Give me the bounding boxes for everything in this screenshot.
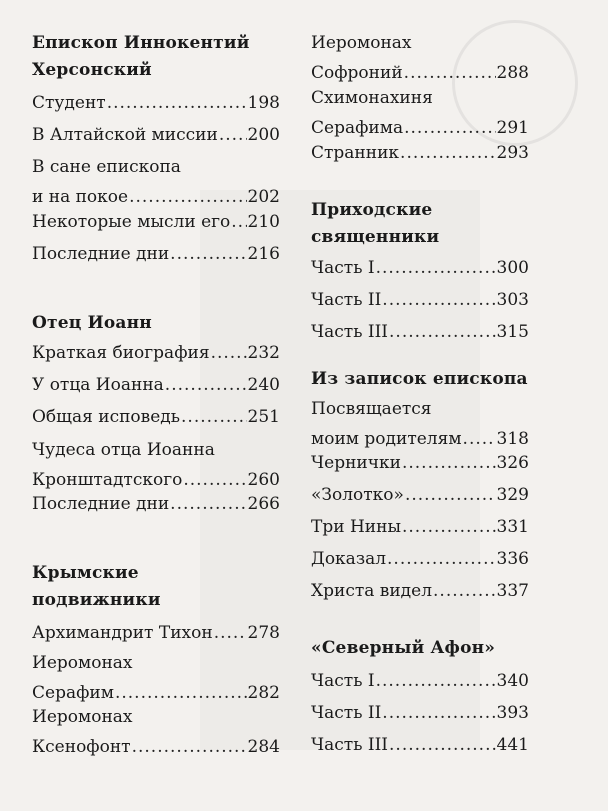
- entry-title: Чудеса отца Иоанна: [32, 440, 215, 460]
- leader-dots: [115, 680, 247, 707]
- toc-entry[interactable]: [32, 650, 280, 710]
- toc-entry[interactable]: [311, 319, 529, 349]
- leader-dots: [376, 668, 496, 695]
- page-number: 284: [247, 737, 280, 757]
- leader-dots: [231, 209, 246, 236]
- toc-entry[interactable]: [32, 90, 280, 120]
- section-title: Крымские: [32, 563, 139, 583]
- entry-title: Кронштадтского: [32, 470, 183, 490]
- entry-title: В сане епископа: [32, 157, 181, 177]
- entry-title: Серафима: [311, 118, 404, 138]
- toc-entry[interactable]: [311, 140, 529, 170]
- entry-title: Часть I: [311, 258, 375, 278]
- toc-entry[interactable]: [32, 154, 280, 214]
- entry-title: Последние дни: [32, 494, 170, 514]
- section-title: священники: [311, 227, 440, 247]
- entry-title: Часть II: [311, 290, 382, 310]
- section-title: Из записок епископа: [311, 369, 528, 389]
- leader-dots: [132, 734, 247, 761]
- entry-title: Серафим: [32, 683, 114, 703]
- toc-entry[interactable]: [32, 404, 280, 434]
- page-number: 260: [247, 470, 280, 490]
- leader-dots: [389, 319, 496, 346]
- leader-dots: [400, 140, 496, 167]
- entry-title: Архимандрит Тихон: [32, 623, 213, 643]
- entry-title: Три Нины: [311, 517, 401, 537]
- section-title: Приходские: [311, 200, 433, 220]
- entry-title: Часть III: [311, 322, 389, 342]
- leader-dots: [170, 491, 246, 518]
- page-number: 288: [496, 63, 529, 83]
- entry-title: Ксенофонт: [32, 737, 131, 757]
- toc-entry[interactable]: [311, 450, 529, 480]
- section-title: Епископ Иннокентий: [32, 33, 250, 53]
- page-number: 266: [247, 494, 280, 514]
- toc-entry[interactable]: [311, 396, 529, 456]
- toc-entry[interactable]: [311, 546, 529, 576]
- leader-dots: [376, 255, 496, 282]
- page-number: 240: [247, 375, 280, 395]
- leader-dots: [402, 450, 496, 477]
- leader-dots: [404, 60, 496, 87]
- page-number: 282: [247, 683, 280, 703]
- leader-dots: [170, 241, 246, 268]
- leader-dots: [404, 115, 495, 142]
- leader-dots: [219, 122, 247, 149]
- page-number: 303: [496, 290, 529, 310]
- toc-entry[interactable]: [32, 122, 280, 152]
- entry-title: Софроний: [311, 63, 403, 83]
- toc-entry[interactable]: [32, 491, 280, 521]
- entry-title: Часть III: [311, 735, 389, 755]
- entry-title: Часть I: [311, 671, 375, 691]
- page-number: 331: [496, 517, 529, 537]
- entry-title: Общая исповедь: [32, 407, 181, 427]
- leader-dots: [382, 700, 495, 727]
- entry-title: Последние дни: [32, 244, 170, 264]
- page-number: 337: [496, 581, 529, 601]
- toc-entry[interactable]: [32, 241, 280, 271]
- entry-title: «Золотко»: [311, 485, 404, 505]
- toc-entry[interactable]: [311, 732, 529, 762]
- entry-title: Иеромонах: [32, 707, 133, 727]
- entry-title: Иеромонах: [32, 653, 133, 673]
- leader-dots: [165, 372, 247, 399]
- toc-entry[interactable]: [32, 704, 280, 764]
- page-number: 232: [247, 343, 280, 363]
- page-number: 300: [496, 258, 529, 278]
- toc-entry[interactable]: [32, 340, 280, 370]
- leader-dots: [183, 467, 246, 494]
- page-number: 393: [496, 703, 529, 723]
- page-number: 200: [247, 125, 280, 145]
- toc-entry[interactable]: [32, 620, 280, 650]
- entry-title: Доказал: [311, 549, 387, 569]
- entry-title: Посвящается: [311, 399, 432, 419]
- section-title: Херсонский: [32, 60, 152, 80]
- page-number: 326: [496, 453, 529, 473]
- toc-entry[interactable]: [311, 700, 529, 730]
- page-number: 251: [247, 407, 280, 427]
- toc-entry[interactable]: [311, 668, 529, 698]
- page-number: 216: [247, 244, 280, 264]
- page-number: 315: [496, 322, 529, 342]
- leader-dots: [463, 426, 496, 453]
- entry-title: моим родителям: [311, 429, 462, 449]
- page-number: 278: [247, 623, 280, 643]
- entry-title: Чернички: [311, 453, 401, 473]
- toc-entry[interactable]: [32, 209, 280, 239]
- entry-title: и на покое: [32, 187, 129, 207]
- toc-entry[interactable]: [311, 482, 529, 512]
- toc-entry[interactable]: [311, 287, 529, 317]
- toc-entry[interactable]: [311, 30, 529, 90]
- toc-entry[interactable]: [311, 514, 529, 544]
- leader-dots: [211, 340, 247, 367]
- section-title: Отец Иоанн: [32, 313, 152, 333]
- toc-entry[interactable]: [32, 437, 280, 497]
- entry-title: Схимонахиня: [311, 88, 433, 108]
- toc-entry[interactable]: [311, 85, 529, 145]
- section-title: подвижники: [32, 590, 161, 610]
- page-number: 202: [247, 187, 280, 207]
- page-number: 329: [496, 485, 529, 505]
- toc-entry[interactable]: [311, 578, 529, 608]
- leader-dots: [107, 90, 247, 117]
- leader-dots: [382, 287, 495, 314]
- entry-title: Странник: [311, 143, 400, 163]
- page-number: 340: [496, 671, 529, 691]
- entry-title: Студент: [32, 93, 106, 113]
- page-number: 318: [496, 429, 529, 449]
- page-number: 291: [496, 118, 529, 138]
- entry-title: Часть II: [311, 703, 382, 723]
- entry-title: У отца Иоанна: [32, 375, 164, 395]
- page-number: 336: [496, 549, 529, 569]
- section-title: «Северный Афон»: [311, 638, 496, 658]
- toc-entry[interactable]: [311, 255, 529, 285]
- entry-title: Краткая биография: [32, 343, 210, 363]
- entry-title: Иеромонах: [311, 33, 412, 53]
- entry-title: Христа видел: [311, 581, 433, 601]
- page-number: 210: [247, 212, 280, 232]
- leader-dots: [389, 732, 496, 759]
- leader-dots: [405, 482, 496, 509]
- leader-dots: [387, 546, 496, 573]
- leader-dots: [433, 578, 496, 605]
- page-number: 441: [496, 735, 529, 755]
- entry-title: Некоторые мысли его: [32, 212, 231, 232]
- leader-dots: [402, 514, 496, 541]
- leader-dots: [181, 404, 247, 431]
- leader-dots: [129, 184, 246, 211]
- page-number: 293: [496, 143, 529, 163]
- page-number: 198: [247, 93, 280, 113]
- entry-title: В Алтайской миссии: [32, 125, 218, 145]
- toc-entry[interactable]: [32, 372, 280, 402]
- leader-dots: [214, 620, 247, 647]
